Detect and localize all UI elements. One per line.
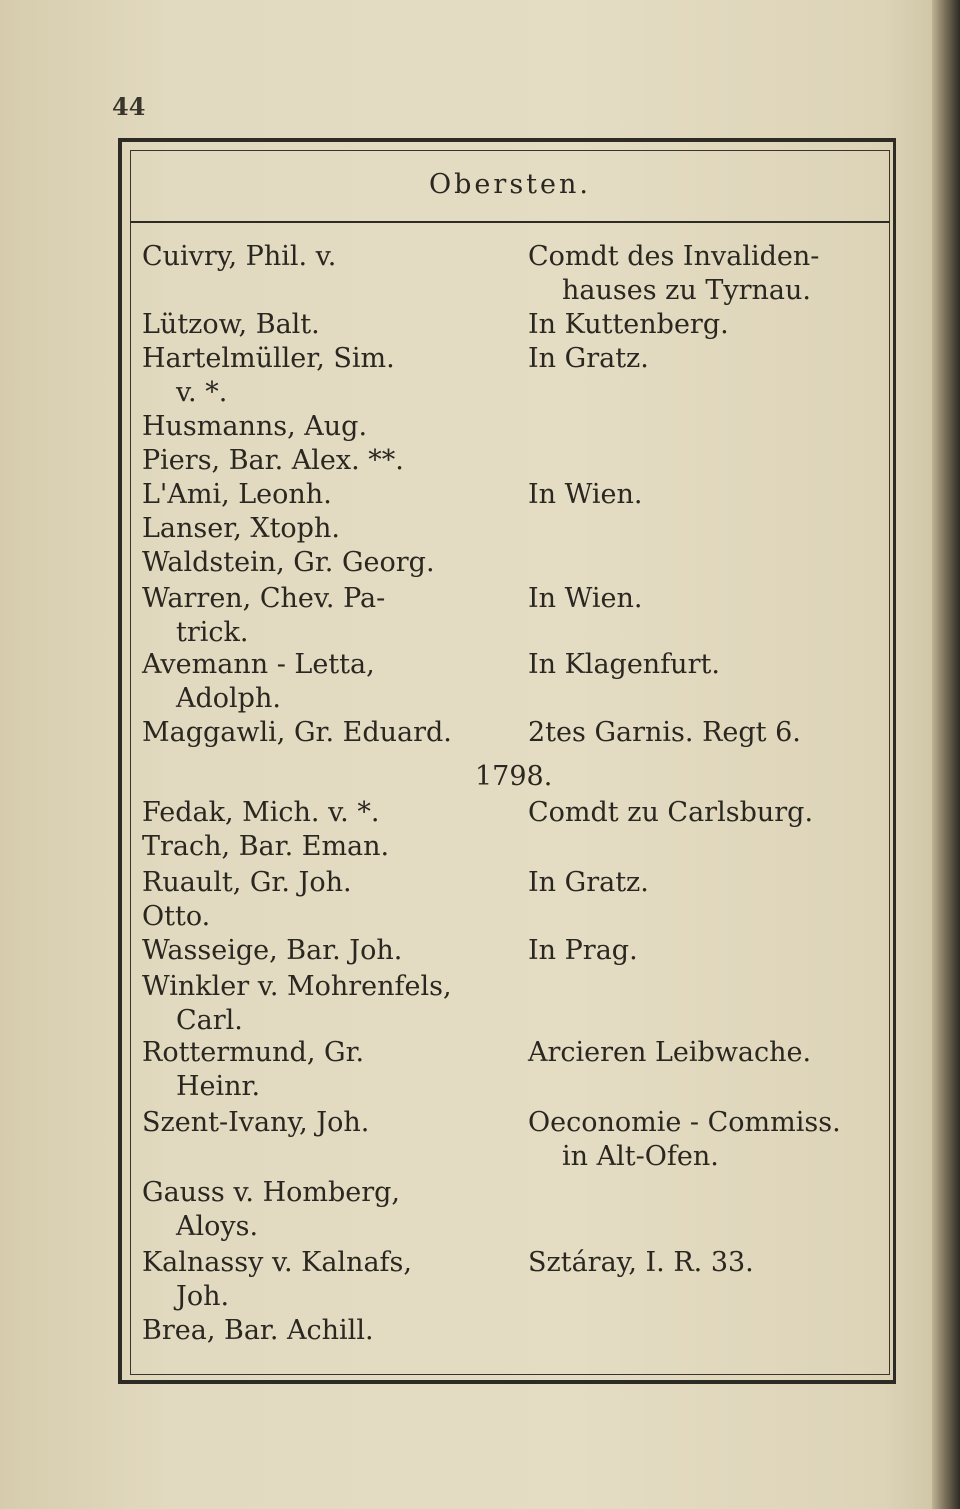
entry-name: Waldstein, Gr. Georg. xyxy=(142,547,435,578)
entry-name: Rottermund, Gr. xyxy=(142,1037,365,1068)
entry-note: In Prag. xyxy=(528,935,638,966)
entry-note: In Klagenfurt. xyxy=(528,649,720,680)
entry-note: Sztáray, I. R. 33. xyxy=(528,1247,754,1278)
entry-name: Cuivry, Phil. v. xyxy=(142,241,337,272)
entry-note: Arcieren Leibwache. xyxy=(528,1037,812,1068)
entry-note: In Wien. xyxy=(528,479,643,510)
entry-name: Gauss v. Homberg, xyxy=(142,1177,401,1208)
section-heading: Obersten. xyxy=(429,169,591,200)
entry-name: trick. xyxy=(176,617,249,648)
entry-name: Trach, Bar. Eman. xyxy=(142,831,390,862)
entry-name: Piers, Bar. Alex. **. xyxy=(142,445,404,476)
entry-name: Brea, Bar. Achill. xyxy=(142,1315,374,1346)
entry-name: Husmanns, Aug. xyxy=(142,411,368,442)
entry-note: Oeconomie - Commiss. xyxy=(528,1107,841,1138)
entry-name: Fedak, Mich. v. *. xyxy=(142,797,380,828)
entry-note: In Gratz. xyxy=(528,867,649,898)
entry-name: Aloys. xyxy=(176,1211,259,1242)
entry-name: Hartelmüller, Sim. xyxy=(142,343,395,374)
entry-name: L'Ami, Leonh. xyxy=(142,479,332,510)
entry-note: In Gratz. xyxy=(528,343,649,374)
entry-name: Joh. xyxy=(176,1281,230,1312)
entry-name: Otto. xyxy=(142,901,211,932)
entry-name: v. *. xyxy=(176,377,228,408)
entry-note: 2tes Garnis. Regt 6. xyxy=(528,717,801,748)
entry-name: Heinr. xyxy=(176,1071,261,1102)
entry-name: Warren, Chev. Pa- xyxy=(142,583,386,614)
entry-note: Comdt des Invaliden- xyxy=(528,241,820,272)
page-number: 44 xyxy=(112,92,146,121)
entry-note: hauses zu Tyrnau. xyxy=(562,275,811,306)
entry-note: In Kuttenberg. xyxy=(528,309,729,340)
year-divider: 1798. xyxy=(475,761,553,792)
entry-name: Szent-Ivany, Joh. xyxy=(142,1107,370,1138)
entry-name: Lanser, Xtoph. xyxy=(142,513,340,544)
entry-name: Winkler v. Mohrenfels, xyxy=(142,971,452,1002)
entry-note: Comdt zu Carlsburg. xyxy=(528,797,814,828)
entry-name: Avemann - Letta, xyxy=(142,649,375,680)
entry-name: Wasseige, Bar. Joh. xyxy=(142,935,403,966)
entry-name: Lützow, Balt. xyxy=(142,309,320,340)
entry-note: In Wien. xyxy=(528,583,643,614)
entry-note: in Alt-Ofen. xyxy=(562,1141,719,1172)
entry-name: Carl. xyxy=(176,1005,243,1036)
entry-name: Kalnassy v. Kalnafs, xyxy=(142,1247,412,1278)
entry-name: Ruault, Gr. Joh. xyxy=(142,867,352,898)
entry-name: Maggawli, Gr. Eduard. xyxy=(142,717,452,748)
entry-name: Adolph. xyxy=(176,683,281,714)
